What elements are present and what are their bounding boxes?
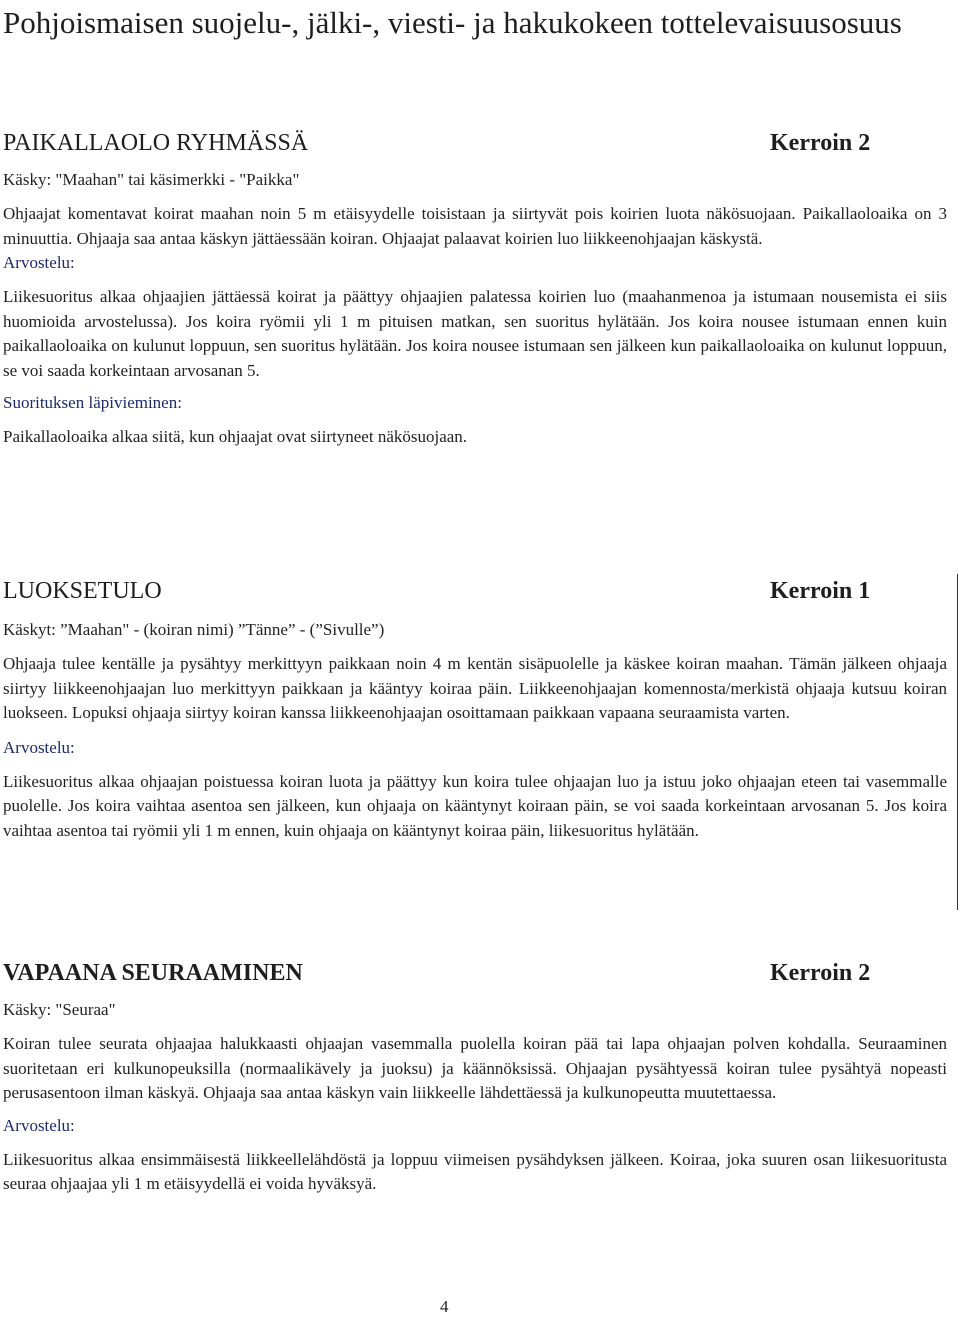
section-paikallaolo — [3, 126, 947, 450]
document-title: Pohjoismaisen suojelu-, jälki-, viesti- ja hakukokeen tottelevaisuusosuus — [3, 5, 902, 40]
arvostelu-label: Arvostelu: — [3, 1115, 75, 1135]
section-vapaana-seuraaminen — [3, 956, 947, 1197]
arvostelu-label: Arvostelu: — [3, 737, 75, 757]
arvostelu-label: Arvostelu: — [3, 253, 75, 272]
section-description: Ohjaaja tulee kentälle ja pysähtyy merkittyyn paikkaan noin 4 m kentän sisäpuolelle ja käskee koiran maahan. Tämän jälkeen ohjaaja siirtyy liikkeenohjaajan luo merkittyyn paikkaan ja kääntyy koiraa päin. Liikkeenohjaajan komennosta/merkistä ohjaaja kutsuu koiran luokseen. Lopuksi ohjaaja siirtyy koiran kanssa liikkeenohjaajan osoittamaan paikkaan vapaana seuraamista varten. — [3, 654, 947, 722]
page-number: 4 — [440, 1297, 449, 1316]
section-luoksetulo — [3, 574, 947, 843]
section-kerroin: Kerroin 1 — [770, 578, 871, 604]
section-title: VAPAANA SEURAAMINEN — [3, 960, 303, 986]
section-header — [3, 574, 947, 608]
section-header — [3, 956, 947, 990]
lapivieminen-text: Paikallaoloaika alkaa siitä, kun ohjaajat ovat siirtyneet näkösuojaan. — [3, 427, 468, 446]
lapivieminen-label: Suorituksen läpivieminen: — [3, 393, 182, 412]
section-description: Koiran tulee seurata ohjaajaa halukkaasti ohjaajan vasemmalla puolella koiran pää tai lapa ohjaajan polven kohdalla. Seuraaminen suoritetaan eri kulkunopeuksilla (normaalikävely ja juoksu) ja käännöksissä. Ohjaajan pysähtyessä koiran tulee pysähtyä nopeasti perusasentoon ilman käskyä. Ohjaaja saa antaa käskyn vain liikkeelle lähdettäessä ja kulkunopeutta muutettaessa. — [3, 1034, 947, 1102]
section-kerroin: Kerroin 2 — [770, 960, 871, 986]
section-header — [3, 126, 947, 160]
arvostelu-text: Liikesuoritus alkaa ohjaajan poistuessa koiran luota ja päättyy kun koira tulee ohjaajan luo ja istuu joko ohjaajan eteen tai vasemmalle puolelle. Jos koira vaihtaa asentoa sen jälkeen, kun ohjaaja on kääntynyt koiraan päin, se voi saada korkeintaan arvosanan 5. Jos koira vaihtaa asentoa tai ryömii yli 1 m ennen, kuin ohjaaja on kääntynyt koiraa päin, liikesuoritus hylätään. — [3, 771, 947, 840]
section-title: PAIKALLAOLO RYHMÄSSÄ — [3, 130, 309, 156]
section-kerroin: Kerroin 2 — [770, 130, 871, 156]
section-description: Ohjaajat komentavat koirat maahan noin 5 m etäisyydelle toisistaan ja siirtyvät pois koirien luota näkösuojaan. Paikallaoloaika on 3 minuuttia. Ohjaaja saa antaa käskyn jättäessään koiran. Ohjaajat palaavat koirien luo liikkeenohjaajan käskystä. — [3, 204, 947, 248]
section-command: Käsky: "Seuraa" — [3, 1000, 116, 1019]
section-command: Käsky: "Maahan" tai käsimerkki - "Paikka" — [3, 170, 300, 189]
section-command: Käskyt: ”Maahan" - (koiran nimi) ”Tänne” - (”Sivulle”) — [3, 620, 385, 639]
arvostelu-text: Liikesuoritus alkaa ensimmäisestä liikkeellelähdöstä ja loppuu viimeisen pysähdyksen jälkeen. Koiraa, joka suuren osan liikesuoritusta seuraa ohjaajaa yli 1 m etäisyydellä ei voida hyväksyä. — [3, 1149, 947, 1193]
margin-rule — [957, 574, 958, 910]
section-title: LUOKSETULO — [3, 578, 162, 604]
arvostelu-text: Liikesuoritus alkaa ohjaajien jättäessä koirat ja päättyy ohjaajien palatessa koirien luo (maahanmenoa ja istumaan nousemista ei siis huomioida arvostelussa). Jos koira ryömii yli 1 m pituisen matkan, sen suoritus hylätään. Jos koira nousee istumaan ennen kuin paikallaoloaika on kulunut loppuun, sen suoritus hylätään. Jos koira nousee istumaan sen jälkeen kun paikallaoloaika on kulunut loppuun, se voi saada korkeintaan arvosanan 5. — [3, 287, 947, 380]
